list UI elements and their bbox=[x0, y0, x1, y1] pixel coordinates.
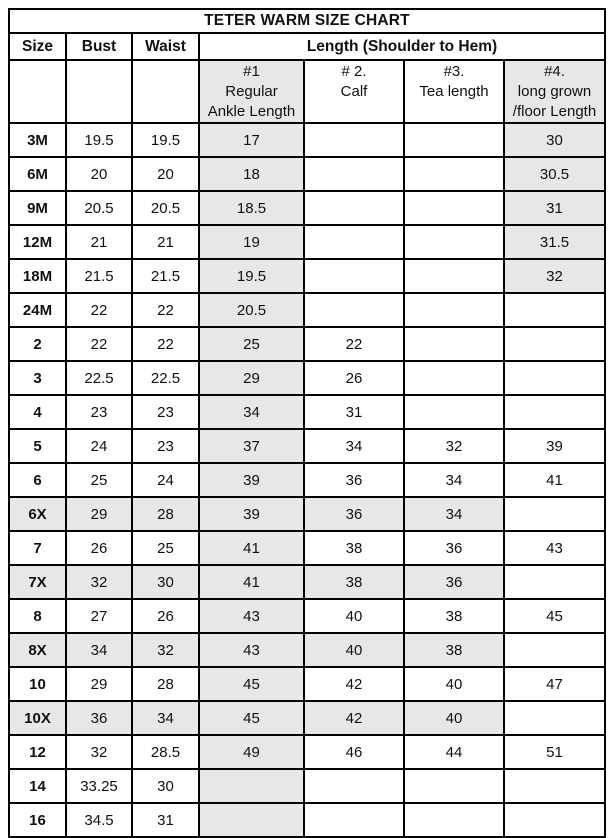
cell-value: 45 bbox=[199, 701, 304, 735]
cell-value bbox=[404, 803, 504, 837]
cell-value: 38 bbox=[304, 531, 404, 565]
subheader-line: Tea length bbox=[419, 83, 489, 100]
cell-value: 18 bbox=[199, 157, 304, 191]
cell-value: 43 bbox=[199, 633, 304, 667]
cell-value: 36 bbox=[404, 565, 504, 599]
table-row bbox=[9, 395, 605, 429]
cell-value: 32 bbox=[404, 429, 504, 463]
cell-value: 30.5 bbox=[504, 157, 605, 191]
subheader-line: Regular bbox=[225, 83, 278, 100]
subheader-line: /floor Length bbox=[512, 103, 597, 120]
cell-value: 45 bbox=[199, 667, 304, 701]
table-row bbox=[9, 429, 605, 463]
cell-size: 6M bbox=[9, 157, 66, 191]
cell-value bbox=[404, 769, 504, 803]
cell-value: 39 bbox=[199, 497, 304, 531]
cell-size: 10X bbox=[9, 701, 66, 735]
cell-value: 42 bbox=[304, 667, 404, 701]
subheader-line: Calf bbox=[340, 83, 368, 100]
cell-value bbox=[199, 803, 304, 837]
cell-value: 20.5 bbox=[66, 191, 132, 225]
cell-value: 26 bbox=[304, 361, 404, 395]
cell-value: 40 bbox=[404, 701, 504, 735]
cell-value: 34 bbox=[66, 633, 132, 667]
cell-value bbox=[504, 803, 605, 837]
subheader-line: #4. bbox=[544, 63, 565, 80]
column-header-row bbox=[9, 33, 605, 60]
cell-value: 29 bbox=[66, 667, 132, 701]
cell-value bbox=[304, 123, 404, 157]
cell-size: 8 bbox=[9, 599, 66, 633]
cell-value: 27 bbox=[66, 599, 132, 633]
cell-value: 25 bbox=[132, 531, 199, 565]
chart-title: TETER WARM SIZE CHART bbox=[9, 9, 605, 33]
cell-value bbox=[199, 769, 304, 803]
table-row bbox=[9, 531, 605, 565]
cell-value: 22 bbox=[304, 327, 404, 361]
subheader-regular-ankle-length bbox=[199, 60, 304, 123]
table-row bbox=[9, 327, 605, 361]
cell-value bbox=[504, 395, 605, 429]
cell-size: 6X bbox=[9, 497, 66, 531]
cell-value: 20 bbox=[132, 157, 199, 191]
cell-value: 43 bbox=[199, 599, 304, 633]
cell-value: 26 bbox=[66, 531, 132, 565]
table-body bbox=[9, 123, 605, 837]
cell-value: 43 bbox=[504, 531, 605, 565]
cell-value: 32 bbox=[132, 633, 199, 667]
cell-value: 23 bbox=[132, 429, 199, 463]
cell-value: 40 bbox=[304, 599, 404, 633]
cell-value bbox=[404, 327, 504, 361]
cell-value bbox=[404, 123, 504, 157]
table-row bbox=[9, 565, 605, 599]
cell-value bbox=[504, 361, 605, 395]
cell-value: 39 bbox=[504, 429, 605, 463]
cell-value: 25 bbox=[66, 463, 132, 497]
table-row bbox=[9, 293, 605, 327]
cell-value: 24 bbox=[66, 429, 132, 463]
cell-value: 47 bbox=[504, 667, 605, 701]
cell-value: 22.5 bbox=[132, 361, 199, 395]
cell-value: 17 bbox=[199, 123, 304, 157]
cell-value: 20 bbox=[66, 157, 132, 191]
cell-value: 21.5 bbox=[132, 259, 199, 293]
cell-value: 30 bbox=[132, 565, 199, 599]
cell-value: 22 bbox=[66, 293, 132, 327]
cell-size: 14 bbox=[9, 769, 66, 803]
table-row bbox=[9, 463, 605, 497]
cell-value: 32 bbox=[504, 259, 605, 293]
cell-value: 31.5 bbox=[504, 225, 605, 259]
cell-value bbox=[404, 157, 504, 191]
cell-value bbox=[404, 259, 504, 293]
size-chart-table bbox=[8, 8, 606, 838]
cell-value bbox=[304, 803, 404, 837]
cell-size: 4 bbox=[9, 395, 66, 429]
cell-size: 5 bbox=[9, 429, 66, 463]
cell-value: 21 bbox=[132, 225, 199, 259]
cell-value bbox=[504, 701, 605, 735]
title-row bbox=[9, 9, 605, 33]
cell-value: 19.5 bbox=[66, 123, 132, 157]
cell-value: 49 bbox=[199, 735, 304, 769]
cell-value: 42 bbox=[304, 701, 404, 735]
subheader-line: #1 bbox=[243, 63, 260, 80]
cell-value: 34 bbox=[404, 463, 504, 497]
cell-value: 34.5 bbox=[66, 803, 132, 837]
cell-value bbox=[304, 225, 404, 259]
cell-value bbox=[504, 497, 605, 531]
cell-value: 25 bbox=[199, 327, 304, 361]
cell-value: 21 bbox=[66, 225, 132, 259]
table-row bbox=[9, 157, 605, 191]
cell-value: 34 bbox=[132, 701, 199, 735]
cell-value: 22 bbox=[132, 327, 199, 361]
cell-value: 22.5 bbox=[66, 361, 132, 395]
cell-value: 36 bbox=[304, 463, 404, 497]
subheader-floor-length bbox=[504, 60, 605, 123]
table-row bbox=[9, 735, 605, 769]
cell-value: 23 bbox=[66, 395, 132, 429]
cell-value: 34 bbox=[199, 395, 304, 429]
subheader-empty-bust bbox=[66, 60, 132, 123]
cell-value: 22 bbox=[132, 293, 199, 327]
cell-size: 7 bbox=[9, 531, 66, 565]
cell-value: 28.5 bbox=[132, 735, 199, 769]
cell-value: 34 bbox=[404, 497, 504, 531]
cell-size: 3 bbox=[9, 361, 66, 395]
subheader-line: #3. bbox=[443, 63, 465, 80]
cell-value: 38 bbox=[304, 565, 404, 599]
cell-size: 8X bbox=[9, 633, 66, 667]
col-header-length: Length (Shoulder to Hem) bbox=[199, 33, 605, 60]
cell-value: 36 bbox=[304, 497, 404, 531]
cell-value bbox=[504, 769, 605, 803]
cell-value: 19.5 bbox=[199, 259, 304, 293]
cell-value: 51 bbox=[504, 735, 605, 769]
col-header-bust: Bust bbox=[66, 33, 132, 60]
cell-value: 26 bbox=[132, 599, 199, 633]
cell-size: 6 bbox=[9, 463, 66, 497]
cell-value: 29 bbox=[66, 497, 132, 531]
cell-value: 24 bbox=[132, 463, 199, 497]
table-row bbox=[9, 633, 605, 667]
cell-value: 30 bbox=[132, 769, 199, 803]
cell-size: 18M bbox=[9, 259, 66, 293]
cell-size: 10 bbox=[9, 667, 66, 701]
cell-value: 20.5 bbox=[132, 191, 199, 225]
cell-value: 36 bbox=[404, 531, 504, 565]
table-row bbox=[9, 191, 605, 225]
cell-size: 16 bbox=[9, 803, 66, 837]
subheader-line: Ankle Length bbox=[207, 103, 296, 120]
cell-value bbox=[504, 633, 605, 667]
subheader-tea-length bbox=[404, 60, 504, 123]
cell-value: 45 bbox=[504, 599, 605, 633]
cell-value bbox=[404, 395, 504, 429]
cell-size: 3M bbox=[9, 123, 66, 157]
cell-value: 19 bbox=[199, 225, 304, 259]
cell-value: 28 bbox=[132, 667, 199, 701]
cell-value: 31 bbox=[132, 803, 199, 837]
table-row bbox=[9, 803, 605, 837]
cell-value bbox=[404, 225, 504, 259]
table-row bbox=[9, 361, 605, 395]
cell-value: 31 bbox=[504, 191, 605, 225]
subheader-empty-size bbox=[9, 60, 66, 123]
cell-value: 34 bbox=[304, 429, 404, 463]
cell-value bbox=[504, 327, 605, 361]
cell-size: 2 bbox=[9, 327, 66, 361]
col-header-waist: Waist bbox=[132, 33, 199, 60]
subheader-row bbox=[9, 60, 605, 123]
cell-value: 44 bbox=[404, 735, 504, 769]
cell-value: 40 bbox=[304, 633, 404, 667]
table-row bbox=[9, 123, 605, 157]
cell-value: 30 bbox=[504, 123, 605, 157]
cell-value: 41 bbox=[504, 463, 605, 497]
cell-value: 28 bbox=[132, 497, 199, 531]
cell-value bbox=[504, 565, 605, 599]
cell-value: 40 bbox=[404, 667, 504, 701]
cell-value bbox=[504, 293, 605, 327]
cell-value: 37 bbox=[199, 429, 304, 463]
cell-value: 36 bbox=[66, 701, 132, 735]
cell-value: 38 bbox=[404, 633, 504, 667]
subheader-empty-waist bbox=[132, 60, 199, 123]
table-row bbox=[9, 599, 605, 633]
cell-value bbox=[304, 157, 404, 191]
cell-value: 41 bbox=[199, 531, 304, 565]
cell-value: 32 bbox=[66, 735, 132, 769]
cell-value: 39 bbox=[199, 463, 304, 497]
subheader-line: # 2. bbox=[341, 63, 367, 80]
cell-value: 31 bbox=[304, 395, 404, 429]
cell-value bbox=[304, 769, 404, 803]
table-row bbox=[9, 769, 605, 803]
cell-value bbox=[404, 191, 504, 225]
cell-size: 24M bbox=[9, 293, 66, 327]
cell-size: 12 bbox=[9, 735, 66, 769]
table-row bbox=[9, 497, 605, 531]
cell-value bbox=[404, 293, 504, 327]
cell-value bbox=[304, 191, 404, 225]
cell-value: 23 bbox=[132, 395, 199, 429]
cell-value bbox=[304, 293, 404, 327]
cell-value: 18.5 bbox=[199, 191, 304, 225]
table-row bbox=[9, 259, 605, 293]
cell-value bbox=[304, 259, 404, 293]
table-row bbox=[9, 667, 605, 701]
cell-value: 22 bbox=[66, 327, 132, 361]
cell-value: 41 bbox=[199, 565, 304, 599]
subheader-line: long grown bbox=[517, 83, 592, 100]
col-header-size: Size bbox=[9, 33, 66, 60]
table-row bbox=[9, 701, 605, 735]
cell-value: 21.5 bbox=[66, 259, 132, 293]
cell-value: 20.5 bbox=[199, 293, 304, 327]
cell-size: 9M bbox=[9, 191, 66, 225]
cell-value: 32 bbox=[66, 565, 132, 599]
cell-size: 7X bbox=[9, 565, 66, 599]
table-row bbox=[9, 225, 605, 259]
cell-value bbox=[404, 361, 504, 395]
cell-size: 12M bbox=[9, 225, 66, 259]
cell-value: 38 bbox=[404, 599, 504, 633]
cell-value: 19.5 bbox=[132, 123, 199, 157]
subheader-calf bbox=[304, 60, 404, 123]
cell-value: 46 bbox=[304, 735, 404, 769]
cell-value: 29 bbox=[199, 361, 304, 395]
cell-value: 33.25 bbox=[66, 769, 132, 803]
